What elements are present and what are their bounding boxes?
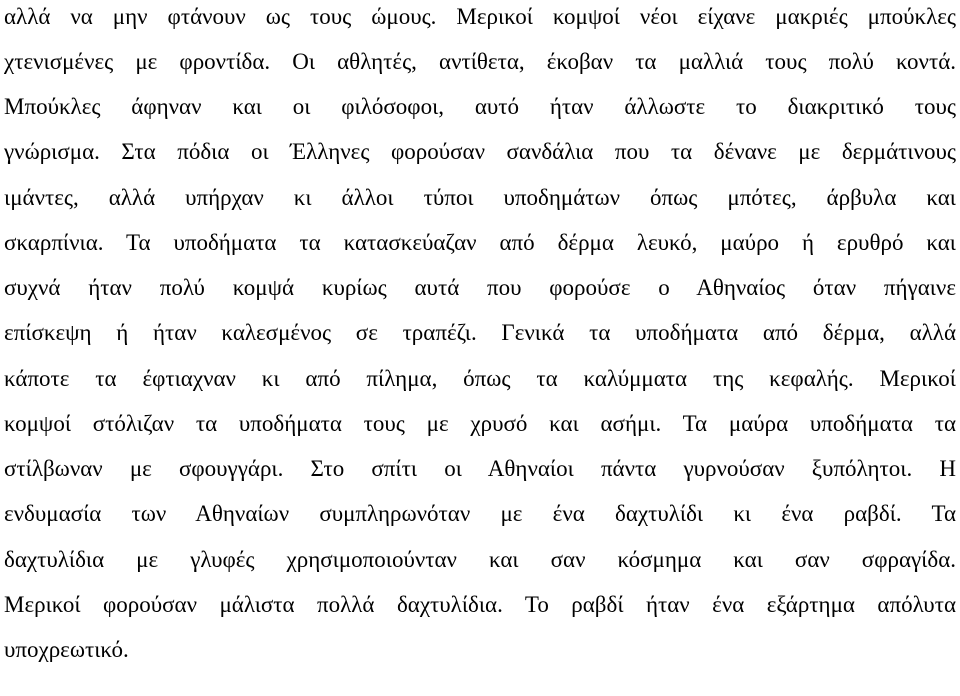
text-line: στίλβωναν με σφουγγάρι. Στο σπίτι οι Αθηναίοι πάντα γυρνούσαν ξυπόλητοι. Η [4, 456, 956, 481]
text-line: υποχρεωτικό. [4, 637, 129, 662]
text-line: συχνά ήταν πολύ κομψά κυρίως αυτά που φορούσε ο Αθηναίος όταν πήγαινε [4, 275, 956, 300]
text-line: ενδυμασία των Αθηναίων συμπληρωνόταν με ένα δαχτυλίδι κι ένα ραβδί. Τα [4, 501, 956, 526]
text-line: σκαρπίνια. Τα υποδήματα τα κατασκεύαζαν από δέρμα λευκό, μαύρο ή ερυθρό και [4, 230, 956, 255]
text-line: Μπούκλες άφηναν και οι φιλόσοφοι, αυτό ήταν άλλωστε το διακριτικό τους [4, 94, 956, 119]
text-line: γνώρισμα. Στα πόδια οι Έλληνες φορούσαν σανδάλια που τα δένανε με δερμάτινους [4, 139, 956, 164]
text-line: δαχτυλίδια με γλυφές χρησιμοποιούνταν και σαν κόσμημα και σαν σφραγίδα. [4, 547, 956, 572]
text-line: χτενισμένες με φροντίδα. Οι αθλητές, αντίθετα, έκοβαν τα μαλλιά τους πολύ κοντά. [4, 49, 956, 74]
text-line: επίσκεψη ή ήταν καλεσμένος σε τραπέζι. Γενικά τα υποδήματα από δέρμα, αλλά [4, 320, 956, 345]
text-line: κομψοί στόλιζαν τα υποδήματα τους με χρυσό και ασήμι. Τα μαύρα υποδήματα τα [4, 411, 956, 436]
text-line: ιμάντες, αλλά υπήρχαν κι άλλοι τύποι υποδημάτων όπως μπότες, άρβυλα και [4, 185, 956, 210]
text-line: αλλά να μην φτάνουν ως τους ώμους. Μερικοί κομψοί νέοι είχανε μακριές μπούκλες [4, 4, 956, 29]
text-line: κάποτε τα έφτιαχναν κι από πίλημα, όπως τα καλύμματα της κεφαλής. Μερικοί [4, 366, 956, 391]
text-line: Μερικοί φορούσαν μάλιστα πολλά δαχτυλίδια. Το ραβδί ήταν ένα εξάρτημα απόλυτα [4, 592, 956, 617]
